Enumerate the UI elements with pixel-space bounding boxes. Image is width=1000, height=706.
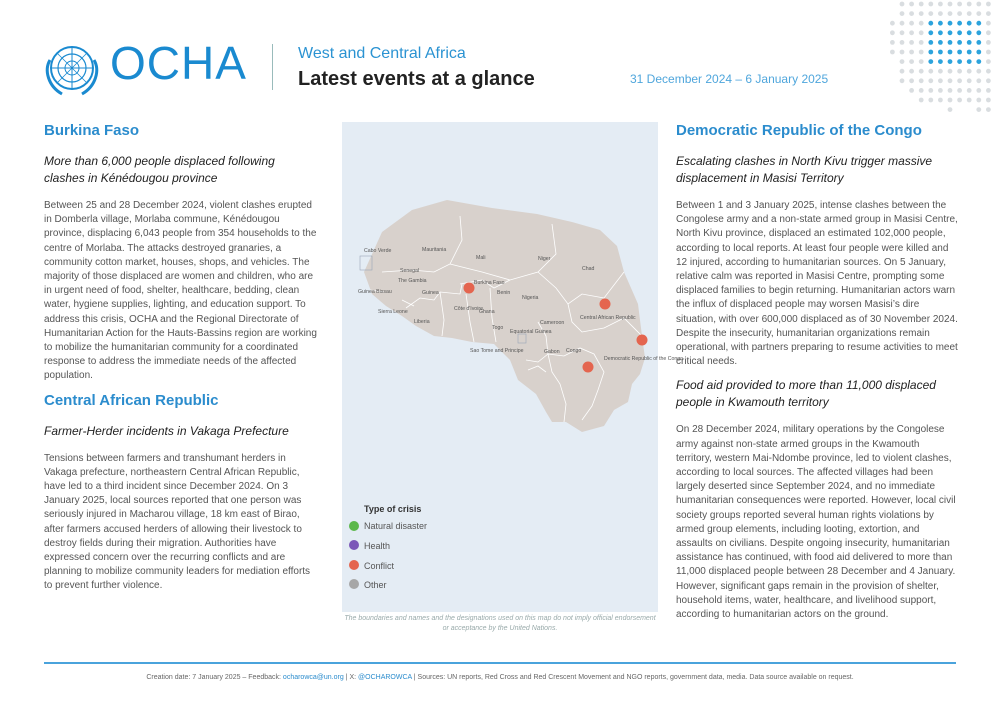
dot <box>890 30 895 35</box>
date-range: 31 December 2024 – 6 January 2025 <box>630 72 829 86</box>
dot <box>938 69 943 74</box>
region-map <box>342 122 684 612</box>
dot <box>948 69 953 74</box>
dot <box>957 40 962 45</box>
dot <box>957 59 962 64</box>
dot <box>986 98 991 103</box>
drc-headline-north-kivu: Escalating clashes in North Kivu trigger massive displacement in Masisi Territory <box>676 154 933 185</box>
dot <box>967 30 972 35</box>
dot <box>890 21 895 26</box>
marker-burkina-faso[interactable] <box>464 283 475 294</box>
dot <box>957 50 962 55</box>
dot <box>967 59 972 64</box>
dot <box>976 107 981 112</box>
label-car: Central African Republic <box>580 315 636 321</box>
dot <box>986 69 991 74</box>
drc-body-kwamouth: On 28 December 2024, military operations by the Congolese army against non-state armed groups in the Kwamouth territory, western Mai-Ndombe province, led to violent clashes, according to local sources. The affected villages had been largely deserted since September 2024, and no immediate humanitarian consequences were reported. However, local civil society groups reported several human rights violations by armed group elements, including looting, extortion, and assaults on civilians. Despite ongoing insecurity, humanitarian assistance has continued, with food aid delivered to more than 11,000 displaced people between 28 December and 4 January. However, significant gaps remain in the provision of shelter, household items, water, healthcare, and livelihood support, according to humanitarian actors on the ground. <box>676 424 956 621</box>
dot <box>986 40 991 45</box>
car-title: Central African Republic <box>44 391 219 409</box>
dot <box>986 50 991 55</box>
dot <box>919 78 924 83</box>
dot <box>900 59 905 64</box>
africa-dot-map-icon <box>800 0 1000 140</box>
drc-body-north-kivu: Between 1 and 3 January 2025, intense clashes between the Congolese army and a non-state armed group in Masisi Centre, North Kivu province, displaced an estimated 102,000 people, according to local reports. At least four people were killed and 12 injured, according to humanitarian sources. On 5 January, relative calm was reported in Masisi Centre, prompting some displaced families to begin returning. Humanitarian actors warn the influx of displaced people may worsen Masisi’s dire situation, with over 600,000 displaced as of 30 November 2024. Despite the insecurity, humanitarian organizations remain operational, with partners preparing to resume activities to meet critical needs. <box>676 200 958 368</box>
label-togo: Togo <box>492 325 504 331</box>
right-column <box>676 122 958 630</box>
dot <box>938 2 943 7</box>
dot <box>948 50 953 55</box>
label-nigeria: Nigeria <box>522 295 539 301</box>
dot <box>967 88 972 93</box>
dot <box>919 50 924 55</box>
legend-swatch-health <box>349 540 359 550</box>
dot <box>967 21 972 26</box>
dot <box>976 78 981 83</box>
dot <box>976 88 981 93</box>
dot <box>967 11 972 16</box>
dot <box>900 2 905 7</box>
dot <box>948 88 953 93</box>
dot <box>900 30 905 35</box>
dot <box>938 11 943 16</box>
legend-swatch-other <box>349 579 359 589</box>
dot <box>976 59 981 64</box>
dot <box>919 21 924 26</box>
dot <box>957 30 962 35</box>
dot <box>900 40 905 45</box>
dot <box>957 21 962 26</box>
dot <box>909 11 914 16</box>
dot <box>948 107 953 112</box>
dot <box>938 21 943 26</box>
dot <box>986 30 991 35</box>
legend-swatch-natural-disaster <box>349 521 359 531</box>
dot <box>948 11 953 16</box>
drc-title: Democratic Republic of the Congo <box>676 122 922 139</box>
feedback-email-link[interactable]: ocharowca@un.org <box>282 674 344 681</box>
drc-headline-kwamouth: Food aid provided to more than 11,000 displaced people in Kwamouth territory <box>676 378 936 410</box>
dot <box>948 40 953 45</box>
burkina-faso-body: Between 25 and 28 December 2024, violent clashes erupted in Domberla village, Morlaba commune, Kénédougou province, displacing 6,043 people from 354 households to the centre of Morlaba. The attacks destroyed granaries, a community cotton market, houses, shops, and vehicles. The majority of those displaced are women and children, who are in urgent need of food, shelter, healthcare, bedding, clean water, hygiene supplies, lighting, and education support. To address this crisis, OCHA and the Regional Directorate of Humanitarian Action for the Hauts-Bassins region are working to mobilize the humanitarian community for a coordinated response to address the immediate needs of the affected population. <box>44 200 317 382</box>
legend-label-health: Health <box>364 541 391 551</box>
footer-creation: Creation date: 7 January 2025 – Feedback: <box>146 674 281 681</box>
dot <box>928 2 933 7</box>
dot <box>919 88 924 93</box>
dot <box>909 30 914 35</box>
dot <box>900 11 905 16</box>
un-emblem-icon <box>42 38 102 98</box>
map-disclaimer: The boundaries and names and the designations used on this map do not imply official endorsement or acceptance by the United Nations. <box>344 615 656 632</box>
dot <box>919 98 924 103</box>
dot <box>919 59 924 64</box>
footer-x-label: | X: <box>345 674 357 681</box>
dot <box>986 2 991 7</box>
dot <box>967 40 972 45</box>
dot <box>928 98 933 103</box>
dot <box>957 88 962 93</box>
x-handle-link[interactable]: @OCHAROWCA <box>358 674 412 681</box>
label-guinea-bissau: Guinea Bissau <box>358 289 392 295</box>
dot <box>957 69 962 74</box>
label-burkina-faso: Burkina Faso <box>474 280 505 286</box>
dot <box>957 78 962 83</box>
label-benin: Benin <box>497 290 511 296</box>
dot <box>928 30 933 35</box>
legend-label-natural-disaster: Natural disaster <box>364 521 428 531</box>
dot <box>919 11 924 16</box>
label-stp: Sao Tome and Principe <box>470 348 524 354</box>
dot <box>928 59 933 64</box>
dot <box>976 50 981 55</box>
label-niger: Niger <box>538 256 551 262</box>
dot <box>919 30 924 35</box>
label-guinea: Guinea <box>422 290 439 296</box>
dot <box>909 50 914 55</box>
dot <box>928 50 933 55</box>
label-chad: Chad <box>582 266 595 272</box>
dot <box>890 50 895 55</box>
dot <box>938 78 943 83</box>
dot <box>890 40 895 45</box>
label-liberia: Liberia <box>414 319 430 325</box>
dot <box>938 50 943 55</box>
label-ghana: Ghana <box>479 309 495 315</box>
dot <box>909 88 914 93</box>
dot <box>976 69 981 74</box>
dot <box>967 98 972 103</box>
label-drc: Democratic Republic of the Congo <box>604 356 684 362</box>
dot <box>938 98 943 103</box>
dot <box>900 21 905 26</box>
marker-drc-kwamouth[interactable] <box>583 362 594 373</box>
label-mauritania: Mauritania <box>422 247 447 253</box>
dot <box>967 69 972 74</box>
dot <box>909 40 914 45</box>
dot <box>928 88 933 93</box>
label-gambia: The Gambia <box>398 278 427 284</box>
dot <box>938 88 943 93</box>
dot <box>900 69 905 74</box>
dot <box>957 11 962 16</box>
dot <box>909 78 914 83</box>
dot <box>900 50 905 55</box>
dot <box>967 2 972 7</box>
left-column <box>44 122 318 602</box>
dot <box>986 21 991 26</box>
label-eq-guinea: Equatorial Guinea <box>510 329 552 335</box>
dot <box>986 11 991 16</box>
burkina-faso-headline: More than 6,000 people displaced following clashes in Kénédougou province <box>44 154 275 185</box>
dot <box>986 88 991 93</box>
dot <box>948 59 953 64</box>
dot <box>919 2 924 7</box>
label-cote-divoire: Côte d'Ivoire <box>454 306 483 312</box>
dot <box>986 59 991 64</box>
dot <box>986 107 991 112</box>
dot <box>938 59 943 64</box>
ocha-logo: OCHA <box>110 37 247 89</box>
dot <box>957 98 962 103</box>
footer-rule <box>44 662 956 664</box>
label-cameroon: Cameroon <box>540 320 565 326</box>
label-cabo-verde: Cabo Verde <box>364 248 392 254</box>
region-title: West and Central Africa <box>298 45 466 62</box>
dot <box>967 50 972 55</box>
dot <box>928 69 933 74</box>
dot <box>976 2 981 7</box>
dot <box>976 11 981 16</box>
legend-swatch-conflict <box>349 560 359 570</box>
marker-drc-north-kivu[interactable] <box>637 335 648 346</box>
dot <box>948 21 953 26</box>
marker-car[interactable] <box>600 299 611 310</box>
dot <box>909 59 914 64</box>
dot <box>948 78 953 83</box>
dot <box>967 78 972 83</box>
dot <box>957 2 962 7</box>
dot <box>986 78 991 83</box>
dot <box>948 2 953 7</box>
dot <box>919 40 924 45</box>
dot <box>928 21 933 26</box>
legend-title: Type of crisis <box>364 504 422 514</box>
dot <box>928 78 933 83</box>
footer <box>44 674 956 681</box>
label-gabon: Gabon <box>544 349 560 355</box>
label-congo: Congo <box>566 348 582 354</box>
dot <box>976 21 981 26</box>
dot <box>976 30 981 35</box>
dot <box>909 69 914 74</box>
car-body: Tensions between farmers and transhumant herders in Vakaga prefecture, northeastern Central African Republic, have led to a third incident since December 2024. On 3 January 2025, local sources reported that one person was seriously injured in Macharou village, 18 km east of Birao, after farmers accused herders of allowing their livestock to destroy fields during their migration. Authorities have expressed concern over the recurring conflicts and are planning to mobilize community leaders for mediation efforts to prevent further violence. <box>44 452 311 592</box>
dot <box>948 98 953 103</box>
label-sierra-leone: Sierra Leone <box>378 309 408 315</box>
burkina-faso-title: Burkina Faso <box>44 122 140 139</box>
label-mali: Mali <box>476 255 486 261</box>
dot <box>976 98 981 103</box>
header-divider <box>272 44 273 90</box>
dot <box>928 40 933 45</box>
label-senegal: Senegal <box>400 268 420 274</box>
dot <box>900 78 905 83</box>
dot <box>948 30 953 35</box>
dot <box>909 21 914 26</box>
footer-sources: | Sources: UN reports, Red Cross and Red Crescent Movement and NGO reports, government data, media. Data source available on request. <box>413 674 854 681</box>
car-headline: Farmer-Herder incidents in Vakaga Prefecture <box>44 423 289 438</box>
dot <box>919 69 924 74</box>
legend-label-conflict: Conflict <box>364 561 395 571</box>
dot <box>938 40 943 45</box>
dot <box>909 2 914 7</box>
document-title: Latest events at a glance <box>298 68 535 90</box>
dot <box>928 11 933 16</box>
legend-label-other: Other <box>364 580 387 590</box>
dot <box>976 40 981 45</box>
west-central-africa-map <box>342 122 684 612</box>
dot <box>938 30 943 35</box>
